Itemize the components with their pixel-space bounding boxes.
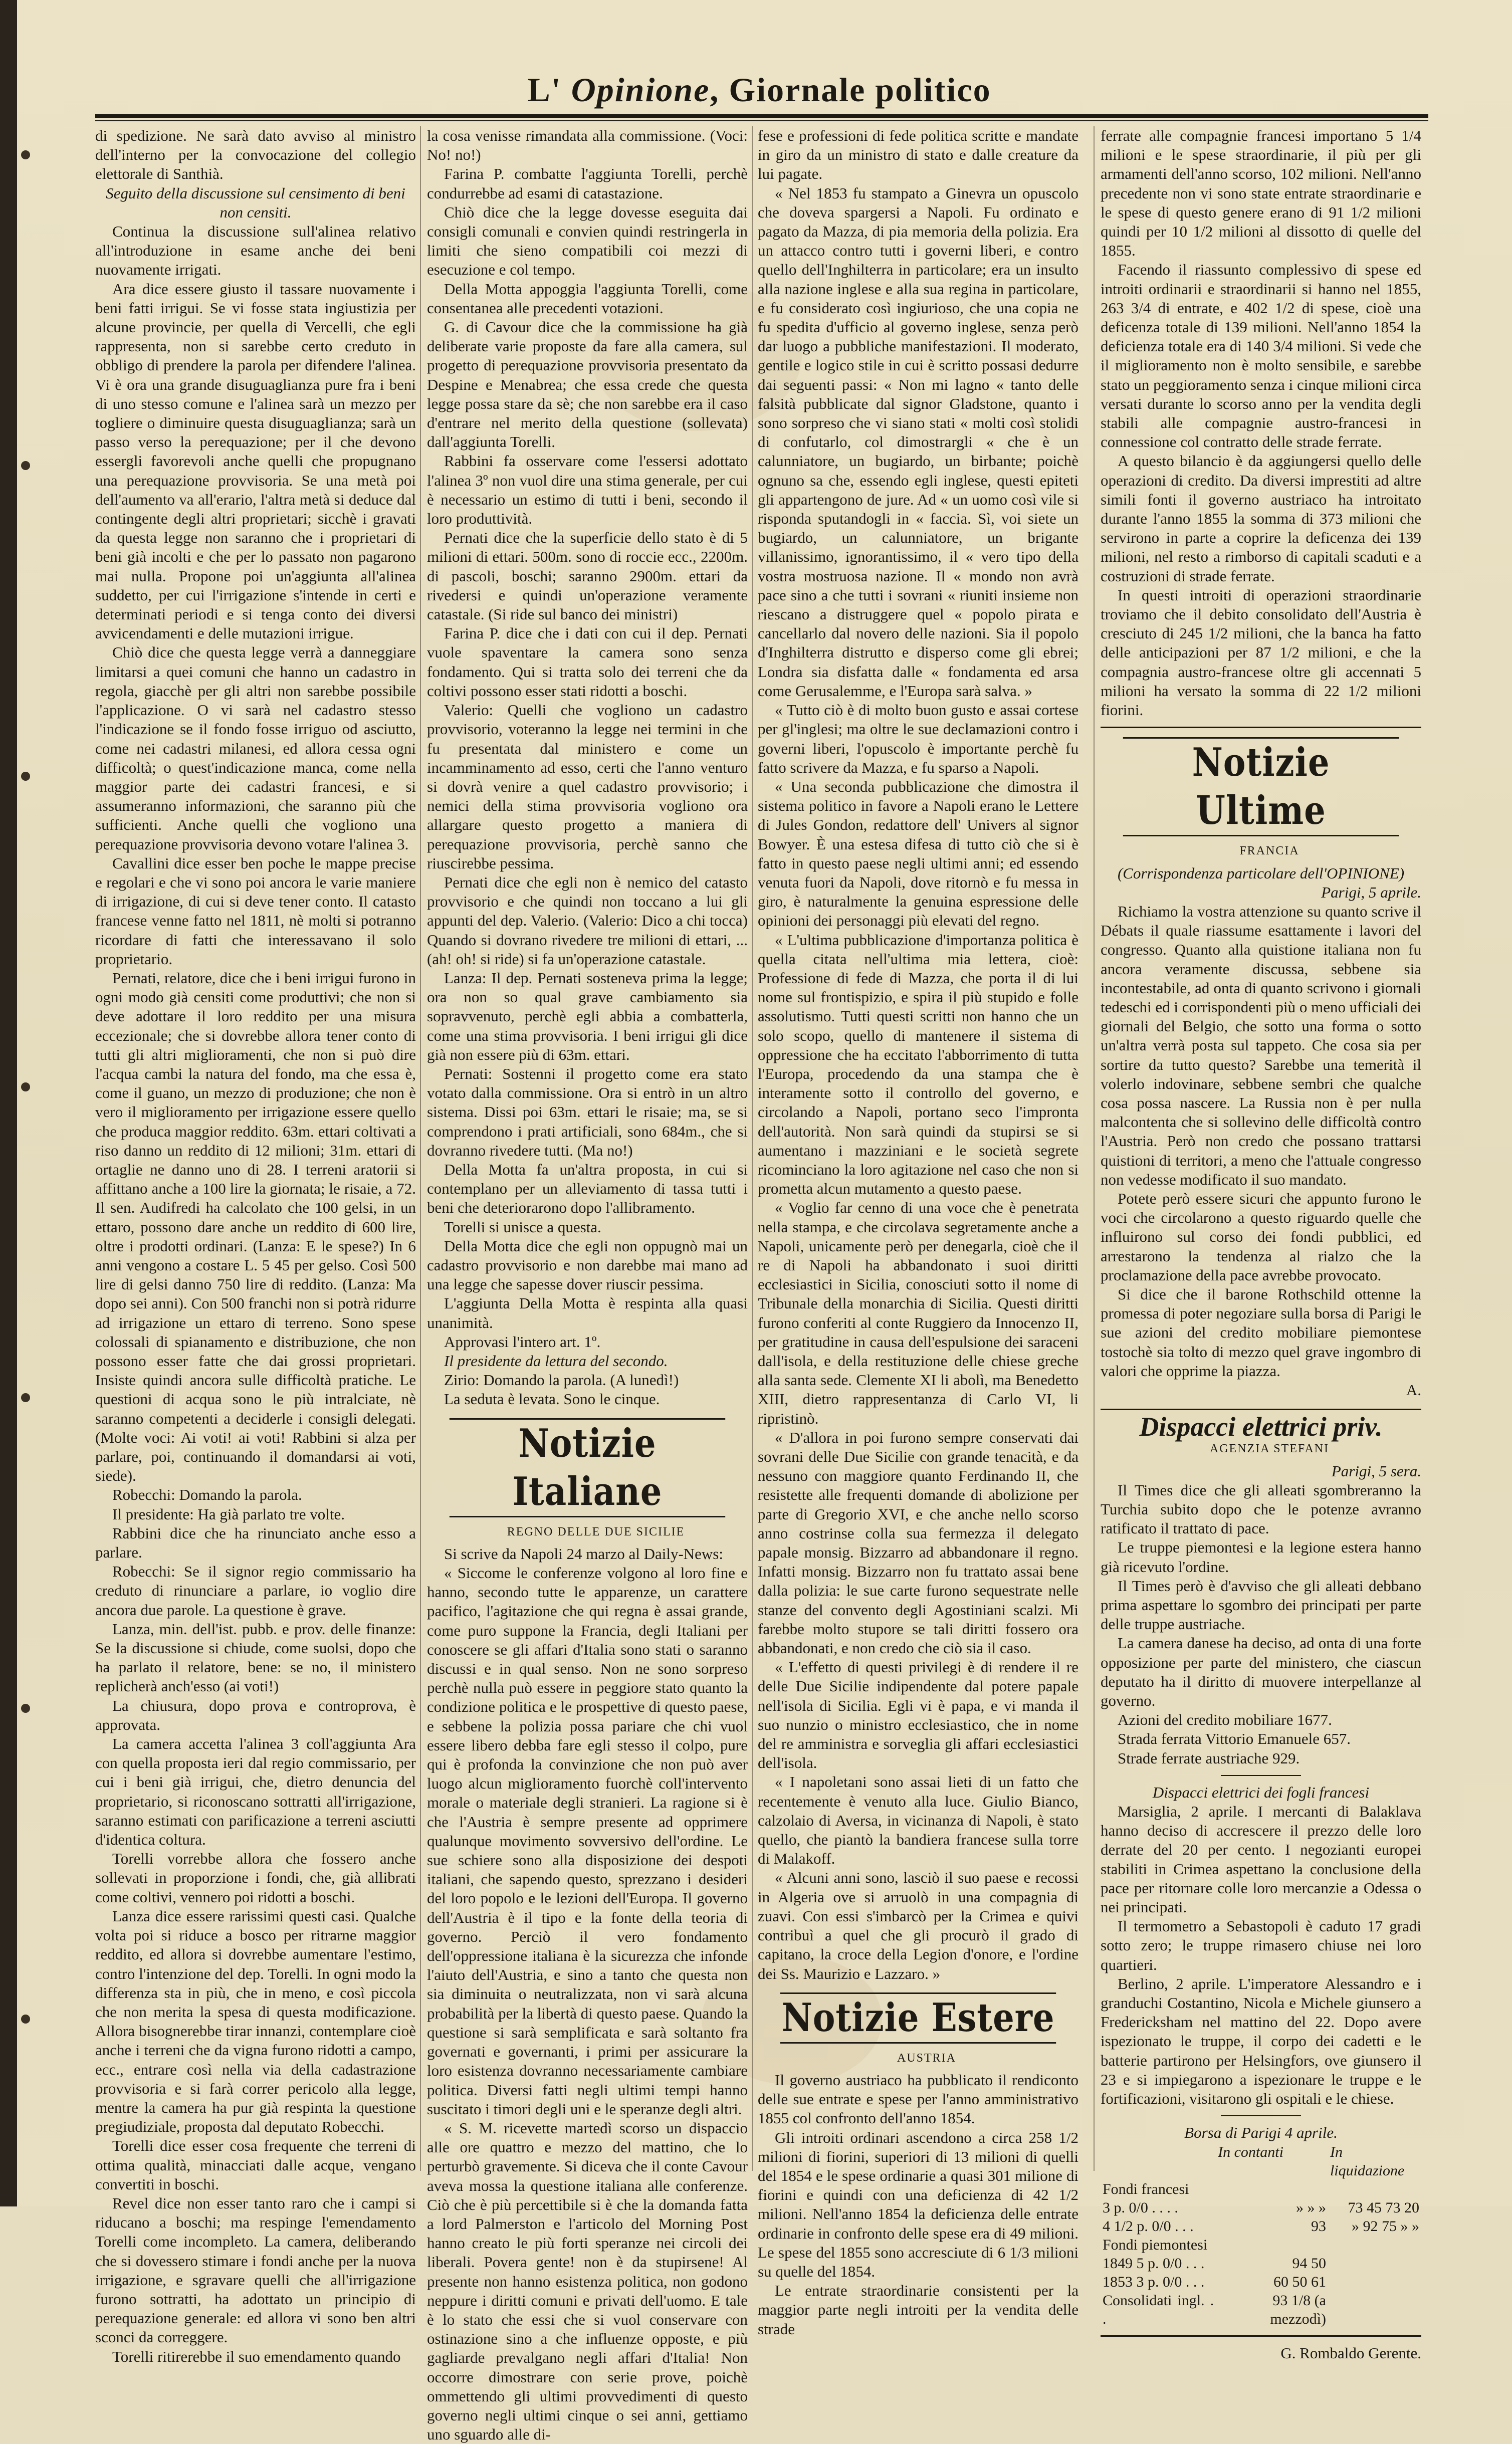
paragraph: Marsiglia, 2 aprile. I mercanti di Balaklava hanno deciso di accrescere il prezzo delle loro derrate del 20 per cento. I negozianti europei stabiliti in Crimea aspettano la conclusione della pace per ritornare colle loro mercanzie a Odessa o nei principati. bbox=[1101, 1803, 1421, 1916]
column-2 bbox=[427, 126, 748, 2443]
bourse-body bbox=[1101, 2180, 1421, 2328]
paragraph: Il Times dice che gli alleati sgombreranno la Turchia subito dopo che le potenze avranno ratificato il trattato di pace. bbox=[1101, 1481, 1421, 1537]
table-cell bbox=[1216, 2236, 1328, 2254]
section-subhead: FRANCIA bbox=[1239, 844, 1300, 858]
paragraph: La camera danese ha deciso, ad onta di una forte opposizione per parte del ministero, che ciascun deputato ha il diritto di muovere interpellanze al governo. bbox=[1101, 1634, 1421, 1710]
bourse-title: Borsa di Parigi 4 aprile. bbox=[1184, 2124, 1338, 2142]
agency-name: AGENZIA STEFANI bbox=[1209, 1442, 1330, 1456]
paragraph: Robecchi: Domando la parola. bbox=[112, 1486, 302, 1504]
paragraph: Il presidente da lettura del secondo. bbox=[444, 1352, 668, 1370]
paragraph: la cosa venisse rimandata alla commissione. (Voci: No! no!) bbox=[427, 127, 748, 164]
paragraph: Strada ferrata Vittorio Emanuele 657. bbox=[1118, 1730, 1351, 1748]
paragraph: Lanza: Il dep. Pernati sosteneva prima la legge; ora non so qual grave cambiamento sia sopravvenuto, perchè egli abbia a combatterla, come una stima provvisoria. I beni irrigui gli dice già non essere più di 63m. ettari. bbox=[427, 969, 748, 1063]
masthead-article: L' bbox=[527, 71, 562, 109]
binding-hole bbox=[21, 1704, 30, 1713]
paragraph: Della Motta appoggia l'aggiunta Torelli, come consentanea alle precedenti votazioni. bbox=[427, 280, 748, 317]
subheading: Dispacci elettrici dei fogli francesi bbox=[1152, 1783, 1370, 1801]
paragraph: In questi introiti di operazioni straordinarie troviamo che il debito consolidato dell'Austria è cresciuto di 245 1/2 milioni, che la banca ha fatto delle anticipazioni per 87 1/2 milioni, e che la compagnia austro-francese oltre gli accennati 5 milioni ha versato la somma di 22 1/2 milioni fiorini. bbox=[1101, 586, 1421, 719]
author-initial: A. bbox=[1406, 1381, 1421, 1399]
paragraph: Torelli dice esser cosa frequente che terreni di ottima qualità, minacciati dalle acque, vengano convertiti in boschi. bbox=[95, 2137, 416, 2193]
table-cell: Fondi francesi bbox=[1103, 2180, 1189, 2197]
paragraph: L'aggiunta Della Motta è respinta alla quasi unanimità. bbox=[427, 1294, 748, 1331]
paragraph: Torelli ritirerebbe il suo emendamento quando bbox=[112, 2347, 401, 2365]
section-title-notizie-italiane: Notizie Italiane bbox=[450, 1418, 725, 1517]
signature: G. Rombaldo Gerente. bbox=[1280, 2344, 1421, 2362]
table-header: In liquidazione bbox=[1330, 2143, 1405, 2179]
paragraph: Rabbini fa osservare come l'essersi adottato l'alinea 3º non vuol dire una stima generale, per cui è necessario un estimo di tutti i beni, secondo il loro produttività. bbox=[427, 452, 748, 528]
paragraph: Gli introiti ordinari ascendono a circa 258 1/2 milioni di fiorini, superiori di 13 milioni di quelli del 1854 e le spese ordinarie a quasi 301 milione di fiorini e quindi con una deficienza di 42 1/2 milioni. Nell'anno 1854 la deficienza delle entrate ordinarie in confronto delle spese era di 49 milioni. Le spese del 1855 sono accresciute di 6 1/3 milioni su quelle del 1854. bbox=[758, 2128, 1078, 2280]
paragraph: « Tutto ciò è di molto buon gusto e assai cortese per gl'inglesi; ma oltre le sue declamazioni contro i governi liberi, l'opuscolo è importante perchè fu fatto scrivere da Mazza, e fu sparso a Napoli. bbox=[758, 701, 1078, 776]
subheading: Seguito della discussione sul censimento di beni non censiti. bbox=[106, 184, 405, 221]
table-row bbox=[1101, 2236, 1421, 2254]
short-rule bbox=[1221, 1775, 1301, 1776]
short-rule bbox=[1221, 2115, 1301, 2116]
table-cell: Fondi piemontesi bbox=[1103, 2236, 1208, 2253]
paragraph: Rabbini dice che ha rinunciato anche esso a parlare. bbox=[95, 1524, 416, 1562]
column-divider bbox=[752, 126, 753, 2171]
masthead-rule-thin bbox=[95, 120, 1428, 121]
column-divider bbox=[420, 126, 421, 2171]
paragraph: Torelli si unisce a questa. bbox=[444, 1218, 601, 1236]
table-cell bbox=[1328, 2291, 1421, 2328]
paragraph: Le truppe piemontesi e la legione estera hanno già ricevuto l'ordine. bbox=[1101, 1538, 1421, 1576]
paragraph: di spedizione. Ne sarà dato avviso al ministro dell'interno per la convocazione del collegio elettorale di Santhià. bbox=[95, 127, 416, 183]
dateline: Parigi, 5 aprile. bbox=[1321, 883, 1421, 901]
paragraph: Strade ferrate austriache 929. bbox=[1118, 1749, 1300, 1767]
table-cell: 73 45 73 20 bbox=[1348, 2199, 1419, 2216]
section-title-notizie-ultime: Notizie Ultime bbox=[1123, 737, 1399, 836]
table-cell bbox=[1328, 2273, 1421, 2291]
section-subhead: AUSTRIA bbox=[897, 2051, 956, 2065]
table-row bbox=[1101, 2254, 1421, 2273]
table-row bbox=[1101, 2217, 1421, 2236]
column-1 bbox=[95, 126, 416, 2365]
table-row bbox=[1101, 2273, 1421, 2291]
paragraph: Cavallini dice esser ben poche le mappe precise e regolari e che vi sono poi ancora le varie maniere di irrigazione, di cui si deve tener conto. Il catasto francese venne fatto nel 1811, nè molti si potranno ricordare di fatti che interessavano il solo proprietario. bbox=[95, 854, 416, 968]
paragraph: Il termometro a Sebastopoli è caduto 17 gradi sotto zero; le truppe rimasero chiuse nei loro quartieri. bbox=[1101, 1917, 1421, 1973]
table-cell: » » » bbox=[1295, 2199, 1326, 2216]
paragraph: La camera accetta l'alinea 3 coll'aggiunta Ara con quella proposta ieri dal regio commissario, per cui i beni già irrigui, che, dietro denuncia del proprietario, si riconoscano sottratti all'irrigazione, saranno estimati con parificazione a terreni asciutti d'identica coltura. bbox=[95, 1735, 416, 1849]
table-cell: 93 1/8 (a mezzodì) bbox=[1270, 2292, 1326, 2327]
paragraph: Facendo il riassunto complessivo di spese ed introiti ordinarii e straordinarii si hanno nel 1855, 263 3/4 di entrate, e 402 1/2 di spese, cioè una deficenza totale di 139 milioni. Nell'anno 1854 la deficienza totale era di 140 3/4 milioni. Si vede che il miglioramento non è molto sensibile, e sarebbe stato un peggioramento senza i cinque milioni circa versati durante lo scorso anno per la vendita degli stabili alle compagnie austro-francesi in connessione col contratto delle strade ferrate. bbox=[1101, 261, 1421, 451]
paragraph: ferrate alle compagnie francesi importano 5 1/4 milioni e le spese straordinarie, il più per gli armamenti dell'anno scorso, 102 milioni. Nell'anno precedente non vi sono state entrate straordinarie e le spese di questo genere erano di 91 1/2 milioni quindi per 10 1/2 milioni al dissotto di quelle del 1855. bbox=[1101, 127, 1421, 260]
paragraph: Pernati dice che la superficie dello stato è di 5 milioni di ettari. 500m. sono di roccie ecc., 2200m. di pascoli, boschi; saranno 2900m. ettari da rivedersi e quindi un'operazione veramente catastale. (Si ride sul banco dei ministri) bbox=[427, 529, 748, 623]
paragraph: « S. M. ricevette martedì scorso un dispaccio alle ore quattro e mezzo del mattino, che lo perturbò gravemente. Si diceva che il conte Cavour aveva mossa la questione italiana alle conferenze. Ciò che è più percettibile si è che la domanda fatta a lord Palmerston e l'articolo del Morning Post hanno creato le più forti speranze nei circoli dei liberali. Povera gente! non è da stupirsene! Al presente non hanno esistenza politica, non godono neppure i diritti comuni e privati dell'uomo. E tale è lo stato che essi che si vuol conservare con ostinazione sino a che influenze opposte, e più gagliarde prevalgano negli affari d'Italia! Non occorre dimostrare con serie prove, poichè ommettendo gli ultimi provvedimenti di questo governo negli ultimi cinque o sei anni, gettiamo uno sguardo alle di- bbox=[427, 2119, 748, 2443]
paragraph: Le entrate straordinarie consistenti per la maggior parte negli introiti per la vendita delle strade bbox=[758, 2282, 1078, 2338]
signature-rule bbox=[1101, 2335, 1421, 2337]
binding-hole bbox=[21, 150, 30, 159]
paragraph: fese e professioni di fede politica scritte e mandate in giro da un ministro di stato e dalle creature da lui pagate. bbox=[758, 127, 1078, 183]
paragraph: Zirio: Domando la parola. (A lunedì!) bbox=[444, 1371, 679, 1389]
table-cell bbox=[1101, 2143, 1216, 2180]
table-header-row bbox=[1101, 2143, 1421, 2180]
table-cell: » 92 75 » » bbox=[1352, 2217, 1419, 2235]
paragraph: Farina P. combatte l'aggiunta Torelli, perchè condurrebbe ad esami di catastazione. bbox=[427, 165, 748, 202]
section-subhead: REGNO DELLE DUE SICILIE bbox=[507, 1525, 685, 1538]
table-cell bbox=[1328, 2254, 1421, 2273]
paragraph: « Voglio far cenno di una voce che è penetrata nella stampa, e che circolava segretamente anche a Napoli, unicamente però per denegarla, cioè che il re di Napoli ha abbandonato i suoi diritti ecclesiastici in Sicilia, conosciuti sotto il nome di Tribunale della monarchia di Sicilia. Questi diritti furono conferiti al conte Ruggiero da Innocenzo II, per gratitudine in causa dell'espulsione dei saraceni dall'isola, e della restituzione delle chiese greche alla santa sede. Clemente XI li abolì, ma Benedetto XIII, dietro rappresentanza di Carlo VI, li ripristinò. bbox=[758, 1199, 1078, 1427]
paragraph: Lanza, min. dell'ist. pubb. e prov. delle finanze: Se la discussione si chiude, come suolsi, dopo che ha parlato il relatore, bene: se no, il ministero replicherà anch'esso (ai voti!) bbox=[95, 1620, 416, 1695]
dispatch-title: Dispacci elettrici priv. bbox=[1101, 1409, 1421, 1436]
paragraph: Ara dice essere giusto il tassare nuovamente i beni fatti irrigui. Se vi fosse stata ingiustizia per alcune provincie, per quella di Vercelli, che egli rappresenta, non si sarebbe certo creduto in obbligo di prendere la parola per difendere l'alinea. Vi è ora una grande disuguaglianza pure fra i beni di uno stesso comune e l'alinea sarà un mezzo per togliere o diminuire questa disuguaglianza; sarà un passo verso la perequazione; per il che devono essergli favorevoli anche quelli che propugnano una perequazione provvisoria. Se una metà poi dell'aumento va all'erario, l'altra metà si deduce dal contingente degli altri proprietari; sicchè i gravati da questa legge non saranno che i proprietari di beni già incolti e che per lo passato non pagarono mai nulla. Propone poi un'aggiunta all'alinea suddetto, per cui l'irrigazione s'intende in certi e determinati periodi e si tenga conto dei diversi avvicendamenti e delle mutazioni irrigue. bbox=[95, 280, 416, 642]
binding-hole bbox=[21, 772, 30, 781]
masthead bbox=[95, 70, 1423, 110]
paragraph: « L'ultima pubblicazione d'importanza politica è quella citata nell'ultima mia lettera, cioè: Professione di fede di Mazza, che porta il di lui nome sul frontispizio, e spira il più stupido e folle assolutismo. Tutti questi scritti non hanno che un solo scopo, quello di mantenere il sistema di oppressione che ha eccitato l'abborrimento di tutta l'Europa, procedendo da una stampa che è interamente sotto il controllo del governo, e circolando a Napoli, portano seco l'impronta dell'autorità. Non sarà quindi da stupirsi se si aumentano i mazziniani e le società segrete ricominciano la loro agitazione nel caso che non si prometta alcun mutamento a questo paese. bbox=[758, 931, 1078, 1198]
paragraph: « Alcuni anni sono, lasciò il suo paese e recossi in Algeria ove si arruolò in una compagnia di zuavi. Con essi s'imbarcò per la Crimea e quivi contribuì a quel che gli procurò il grado di capitano, la croce della Legion d'onore, e l'ordine dei Ss. Maurizio e Lazzaro. » bbox=[758, 1869, 1078, 1982]
paragraph: Chiò dice che questa legge verrà a danneggiare limitarsi a quei comuni che hanno un cadastro in regola, giacchè per gli altri non sarebbe possibile l'applicazione. O vi sarà nel cadastro stesso l'indicazione se il fondo fosse irriguo od asciutto, come nei cadastri milanesi, ed allora cessa ogni difficoltà; o quest'indicazione manca, come nella maggior parte dei cadastri francesi, e si assumeranno informazioni, che saranno più che sufficienti. Anche quelli che vogliono una perequazione provvisoria devono votare l'alinea 3. bbox=[95, 643, 416, 853]
masthead-rule bbox=[95, 114, 1428, 118]
paragraph: « Siccome le conferenze volgono al loro fine e hanno, secondo tutte le apparenze, un carattere pacifico, l'agitazione che qui regna è assai grande, come puro suppone la Francia, degli Italiani per conoscere se gli affari d'Italia sono stati o saranno discussi e in qual senso. Non ne sono sorpreso perchè nulla può essere in peggiore stato quanto la condizione politica e le prospettive di questo paese, e sebbene la polizia possa pariare che chi vuol essere libero debba fare egli stesso il colpo, pure qui è profonda la convinzione che non può aver luogo alcun miglioramento fuorchè coll'intervento morale o materiale degli stranieri. La ragione si è che l'Austria è sempre presente ad opprimere qualunque movimento sovversivo dell'ordine. Le sue schiere sono alla disposizione dei despoti italiani, che sapendo questo, sprezzano i desideri del loro popolo e le lezioni dell'Europa. Il governo dell'Austria è il tipo e la fonte della teoria di governo. Perciò il vero fondamento dell'oppressione italiana è la sicurezza che infonde l'aiuto dell'Austria, e sino a tanto che questa non sia diminuita o neutralizzata, non vi sarà alcuna probabilità per la libertà di questo paese. Quando la questione si sarà semplificata e sarà soltanto fra governati e governanti, i primi per assicurare la loro esistenza dovranno necessariamente cambiare politica. Diversi fatti negli ultimi tempi hanno suscitato i timori degli uni e le speranze degli altri. bbox=[427, 1564, 748, 2118]
paragraph: « Nel 1853 fu stampato a Ginevra un opuscolo che doveva spargersi a Napoli. Fu ordinato e pagato da Mazza, di pia memoria della polizia. Era un attacco contro tutti i governi liberi, e contro quello dell'Inghilterra in particolare; era un insulto alla nazione inglese e alla sua regina in particolare, e fu considerato così ingiurioso, che una copia ne fu spedita d'ufficio al governo inglese, senza però dar luogo a pubbliche manifestazioni. Il moderato, gentile e logico stile in cui è scritto possasi dedurre dai seguenti passi: « Non mi lagno « tanto delle falsità pubblicate dal signor Gladstone, quanto i sono sorpreso che vi siano stati « molti così stolidi di confutarlo, col dimostrargli « che è un calunniatore, un bugiardo, un birbante; poichè ognuno sa che, essendo egli inglese, questi epiteti gli appartengono de jure. Ad « un uomo così vile si risponda sputandogli in « faccia. Sì, voi siete un bugiardo, un calunniatore, un brigante villanissimo, ignorantissimo, il « vero tipo della vostra mostruosa nazione. Il « mondo non avrà pace sino a che tutti i sovrani « riuniti insieme non riescano a distruggere quel « popolo pirata e cancellarlo dal novero delle nazioni. Sia il popolo d'Inghilterra distrutto e disperso come gli ebrei; Londra sia disfatta dalle « fondamenta ed arsa come Gerusalemme, e l'Europa sarà salva. » bbox=[758, 184, 1078, 700]
paragraph: Continua la discussione sull'alinea relativo all'introduzione in esame anche dei beni nuovamente irrigati. bbox=[95, 223, 416, 279]
table-row bbox=[1101, 2291, 1421, 2328]
table-row bbox=[1101, 2180, 1421, 2198]
masthead-name: Opinione bbox=[571, 71, 710, 109]
paragraph: Lanza dice essere rarissimi questi casi. Qualche volta poi si riduce a bosco per ritrarne maggior reddito, ed allora si dovrebbe aumentare l'estimo, contro l'intenzione del dep. Torelli. In ogni modo la differenza sta in più, che in meno, e così piccola che non merita la spesa di questa modificazione. Allora bisognerebbe tirar innanzi, contemplare cioè anche i terreni che da vigna furono ridotti a campo, ecc., entrare così nella via della cadastrazione provvisoria e si farà correr pericolo alla legge, mentre la camera ha pur già respinta la questione pregiudiziale, proposta dal deputato Robecchi. bbox=[95, 1907, 416, 2136]
paragraph: Pernati, relatore, dice che i beni irrigui furono in ogni modo già censiti come produttivi; che non si deve adottare il loro reddito per una misura eccezionale; che si dovrebbe allora tener conto di tutti gli altri miglioramenti, che non si può dire l'acqua cambi la natura del fondo, ma che essa è, come il guano, un mezzo di produzione; che non è vero il miglioramento per irrigazione essere quello che produca maggior reddito. 63m. ettari coltivati a riso danno un reddito di 12 milioni; 31m. ettari di ortaglie ne danno uno di 28. I terreni aratorii si affittano anche a 100 lire la giornata; le risaie, a 72. Il sen. Audifredi ha calcolato che 100 gelsi, in un ettaro, possono dare anche un reddito di 600 lire, oltre i prodotti ordinari. (Lanza: E le spese?) In 6 anni vengono a costare L. 5 45 per gelso. Così 500 lire di gelsi danno 750 lire di reddito. (Lanza: Ma dopo sei anni). Con 500 franchi non si potrà ridurre ad irrigazione un ettaro di terreno. Sono spese colossali di spianamento e distribuzione, che non possono esser fatte che dai grossi proprietari. Insiste quindi ancora sulle difficoltà pratiche. Le questioni di acqua sono le più intralciate, nè saranno competenti a deciderle i consigli delegati. (Molte voci: Ai voti! ai voti! Rabbini si alza per parlare, poi, continuando il domandarsi ai voti, siede). bbox=[95, 969, 416, 1485]
binding-holes bbox=[18, 0, 38, 2206]
table-cell: 94 50 bbox=[1292, 2255, 1326, 2272]
paragraph: Valerio: Quelli che vogliono un cadastro provvisorio, voteranno la legge nei termini in che fu presentata dal ministero e come un incamminamento ad esso, certi che l'anno venturo si dovrà venire a quel cadastro provvisorio; i nemici della stima provvisoria vogliono ora allargare questo progetto a maniera di perequazione provvisoria, perchè sanno che riuscirebbe pessima. bbox=[427, 701, 748, 872]
paragraph: Il Times però è d'avviso che gli alleati debbano prima aspettare lo sgombro dei principati per parte delle truppe austriache. bbox=[1101, 1577, 1421, 1633]
table-cell: 93 bbox=[1311, 2217, 1326, 2235]
paragraph: Robecchi: Se il signor regio commissario ha creduto di rinunciare a parlare, io voglio dire ancora due parole. La questione è grave. bbox=[95, 1563, 416, 1619]
column-divider bbox=[1094, 126, 1095, 2171]
table-cell bbox=[1328, 2236, 1421, 2254]
paragraph: Della Motta fa un'altra proposta, in cui si contemplano per un alleviamento di tassa tutti i beni che deteriorarono dopo l'allibramento. bbox=[427, 1160, 748, 1217]
section-separator bbox=[1101, 727, 1421, 728]
paragraph: « Una seconda pubblicazione che dimostra il sistema politico in favore a Napoli erano le Lettere di Jules Gondon, redattore dell' Univers al signor Bowyer. È una estesa difesa di tutto ciò che si è fatto in questo paese negli ultimi anni; ed essendo venuta fuori da Napoli, dove ritornò e fu messa in giro, è naturalmente la genuina espressione delle opinioni dei personaggi più elevati del regno. bbox=[758, 777, 1078, 930]
bourse-table bbox=[1101, 2143, 1421, 2328]
binding-strip bbox=[0, 0, 17, 2206]
table-cell: 1853 3 p. 0/0 . . . bbox=[1103, 2273, 1205, 2290]
table-cell: Consolidati ingl. . . bbox=[1103, 2292, 1214, 2327]
paragraph: Revel dice non esser tanto raro che i campi si riducano a boschi; ma respinge l'emendamento Torelli come incompleto. La camera, deliberando che si dovessero stimare i fondi anche per la nuova irrigazione, e sgravare quelli che all'irrigazione furono sottratti, ha adottato un principio di perequazione generale: ed allora vi sono ben altri sconci da correggere. bbox=[95, 2194, 416, 2346]
column-3 bbox=[758, 126, 1078, 2338]
table-cell: 1849 5 p. 0/0 . . . bbox=[1103, 2255, 1205, 2272]
binding-hole bbox=[21, 1393, 30, 1402]
table-cell: 60 50 61 bbox=[1273, 2273, 1326, 2290]
paragraph: La chiusura, dopo prova e controprova, è approvata. bbox=[95, 1696, 416, 1733]
binding-hole bbox=[21, 1082, 30, 1091]
binding-hole bbox=[21, 461, 30, 470]
paragraph: Berlino, 2 aprile. L'imperatore Alessandro e i granduchi Costantino, Nicola e Michele giunsero a Fredericksham nel mattino del 22. Dopo avere ispezionato le truppe, il corpo dei cadetti e le batterie partirono per Helsingfors, ove giunsero il 23 e si impiegarono a ispezionare le truppe e le fortificazioni, visitarono gli ospitali e le chiese. bbox=[1101, 1974, 1421, 2108]
paragraph: Farina P. dice che i dati con cui il dep. Pernati vuole spaventare la camera sono senza fondamento. Qui si tratta solo dei terreni che da coltivi possono esser stati ridotti a boschi. bbox=[427, 624, 748, 700]
masthead-subtitle: , Giornale politico bbox=[710, 71, 991, 109]
table-header: In contanti bbox=[1218, 2143, 1283, 2160]
paragraph: Il governo austriaco ha pubblicato il rendiconto delle sue entrate e spese per l'anno amministrativo 1855 col confronto dell'anno 1854. bbox=[758, 2071, 1078, 2127]
paragraph: « D'allora in poi furono sempre conservati dai sovrani delle Due Sicilie con grande tenacità, e da nessuno con maggiore quanto Ferdinando II, che resistette alle frequenti domande di abolizione per parte di Gregorio XVI, e che anche nello scorso anno costrinse colla sua fermezza il delegato papale monsig. Bizzarro ad abbandonare il regno. Infatti monsig. Bizzarro non fu trattato assai bene dalla polizia: le sue carte furono sequestrate nelle stanze del convento degli Agostiniani scalzi. Mi farebbe molto stupore se tali diritti fossero ora abbandonati, e non credo che ciò sia il caso. bbox=[758, 1428, 1078, 1657]
paragraph: Il presidente: Ha già parlato tre volte. bbox=[112, 1505, 345, 1523]
paragraph: « L'effetto di questi privilegi è di rendere il re delle Due Sicilie indipendente dal potere papale nell'isola di Sicilia. Egli vi è papa, e vi manda il suo nunzio o ministro ecclesiastico, che in nome del re amministra e sorveglia gli affari ecclesiastici dell'isola. bbox=[758, 1658, 1078, 1772]
paragraph: Chiò dice che la legge dovesse eseguita dai consigli comunali e convien quindi restringerla in limiti che sieno compatibili coi mezzi di esecuzione e col tempo. bbox=[427, 203, 748, 279]
paragraph: Si scrive da Napoli 24 marzo al Daily-News: bbox=[444, 1544, 723, 1563]
paragraph: Pernati dice che egli non è nemico del catasto provvisorio e che quindi non toccano a lui gli appunti del dep. Valerio. (Valerio: Dico a chi tocca) Quando si dovrano rivedere tre milioni di ettari, ... (ah! oh! si ride) si fa un'operazione catastale. bbox=[427, 873, 748, 968]
binding-hole bbox=[21, 2015, 30, 2024]
paragraph: Approvasi l'intero art. 1º. bbox=[444, 1332, 601, 1351]
paragraph: Potete però essere sicuri che appunto furono le voci che circolarono a questo riguardo quelle che influirono sul corso dei fondi pubblici, ed arrestarono la tendenza al rialzo che la proclamazione della pace avrebbe provocato. bbox=[1101, 1189, 1421, 1284]
paragraph: G. di Cavour dice che la commissione ha già deliberate varie proposte da fare alla camera, sul progetto di perequazione provvisoria presentato da Despine e Menabrea; che essa crede che questa legge possa stare da sè; che non sarebbe era il caso d'entrare nel merito della questione (sollevata) dall'aggiunta Torelli. bbox=[427, 318, 748, 451]
paragraph: Della Motta dice che egli non oppugnò mai un cadastro provvisorio e non darebbe mai mano ad una legge che sapesse dover riuscir pessima. bbox=[427, 1237, 748, 1293]
section-title-notizie-estere: Notizie Estere bbox=[780, 1992, 1056, 2044]
dateline: Parigi, 5 sera. bbox=[1331, 1462, 1421, 1480]
table-cell bbox=[1328, 2180, 1421, 2198]
paragraph: Si dice che il barone Rothschild ottenne la promessa di poter negoziare sulla borsa di Parigi le sue azioni del credito mobiliare piemontese tostochè sia tolto di mezzo quel grave ingombro di valori che opprime la piazza. bbox=[1101, 1285, 1421, 1380]
paragraph: La seduta è levata. Sono le cinque. bbox=[444, 1390, 660, 1408]
paragraph: « I napoletani sono assai lieti di un fatto che recentemente è venuto alla luce. Giulio Bianco, calzolaio di Aversa, in vicinanza di Napoli, è stato quello, che piantò la bandiera francese sulla torre di Malakoff. bbox=[758, 1773, 1078, 1868]
correspondence-line: (Corrispondenza particolare dell'OPINIONE) bbox=[1117, 864, 1405, 882]
paragraph: Torelli vorrebbe allora che fossero anche sollevati in proporzione i fondi, che, già allibrati come coltivi, vennero poi ridotti a boschi. bbox=[95, 1850, 416, 1906]
table-row bbox=[1101, 2198, 1421, 2217]
paragraph: Pernati: Sostenni il progetto come era stato votato dalla commissione. Ora si entrò in un altro sistema. Dissi poi 63m. ettari le risaie; ma, se si comprendono i prati artificiali, sono 684m., che si dovranno rivedere tutti. (Ma no!) bbox=[427, 1064, 748, 1159]
column-4 bbox=[1101, 126, 1421, 2362]
table-cell bbox=[1216, 2180, 1328, 2198]
paragraph: Azioni del credito mobiliare 1677. bbox=[1118, 1711, 1332, 1729]
paragraph: Richiamo la vostra attenzione su quanto scrive il Débats il quale riassume esattamente i lavori del congresso. Quanto alla quistione italiana non fu ancora veramente discussa, sebbene sia incontestabile, ad onta di quanto scrivono i giornali tedeschi ed i corrispondenti più o meno ufficiali dei giornali del Belgio, che sotto una forma o sotto un'altra verrà posta sul tappeto. Che cosa sia per sortire da tutto questo? Sarebbe una temerità il volerlo indovinare, sebbene sembri che qualche cosa possa nascere. La Russia non è per nulla malcontenta che si sollevino delle difficoltà contro l'Austria. Però non credo che possano trattarsi quistioni di territori, a meno che l'attuale congresso non vedesse modificato il suo mandato. bbox=[1101, 902, 1421, 1188]
table-cell: 4 1/2 p. 0/0 . . . bbox=[1103, 2217, 1194, 2235]
paragraph: A questo bilancio è da aggiungersi quello delle operazioni di credito. Da diversi imprestiti ad altre simili fonti il governo austriaco ha introitato durante l'anno 1855 la somma di 373 milioni che servirono in parte a coprire la deficenza dei 139 milioni, nel resto a rimborso di capitali scaduti e a costruzioni di strade ferrate. bbox=[1101, 452, 1421, 585]
table-cell: 3 p. 0/0 . . . . bbox=[1103, 2199, 1178, 2216]
